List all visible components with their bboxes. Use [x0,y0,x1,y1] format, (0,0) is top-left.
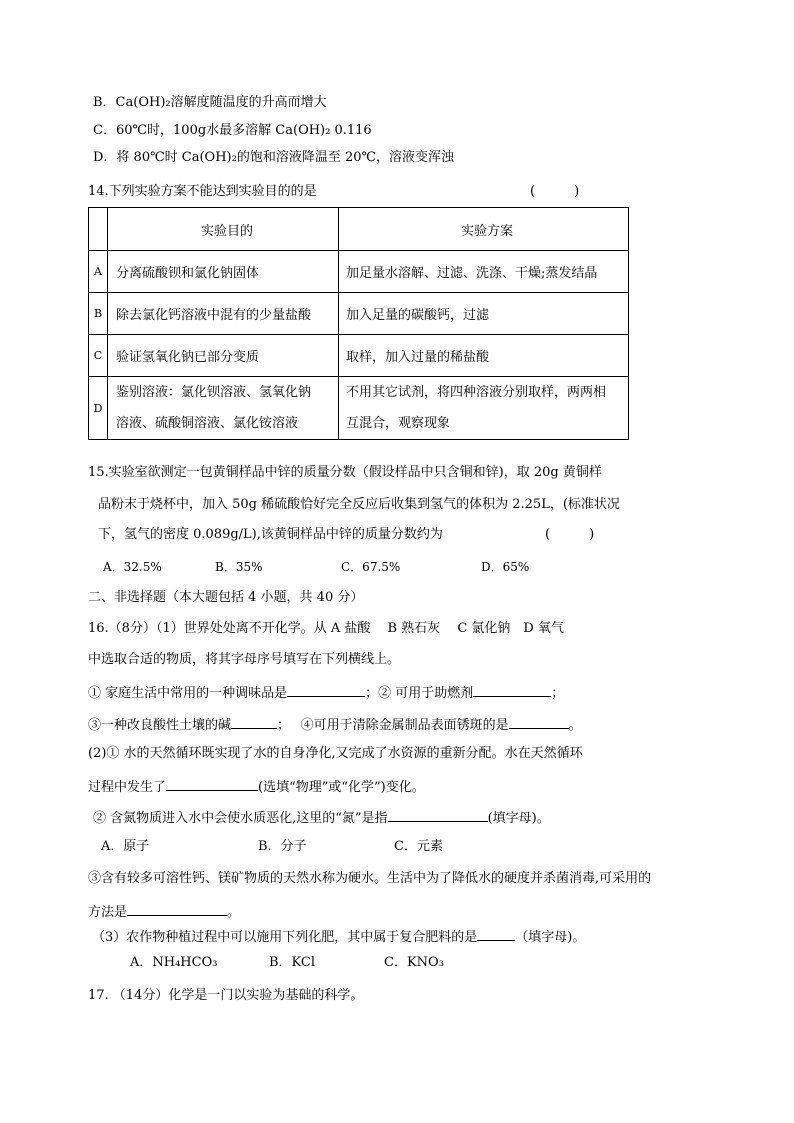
q15-option-c: C．67.5% [341,560,401,574]
answer-blank[interactable] [287,682,365,697]
table-row [89,293,629,335]
q16-p2-option-c: C．元素 [394,839,443,854]
q16-s3-mid: ； ④可用于清除金属制品表面锈斑的是 [277,718,509,733]
q16-p3-option-a: A．NH₄HCO₃ [130,955,218,970]
q16-p2c-text: ② 含氮物质进入水中会使水质恶化,这里的“氮”是指 [93,811,388,826]
q16-p2c-end: (填字母)。 [487,811,550,826]
q13-option-b: B．Ca(OH)₂溶解度随温度的升高而增大 [93,95,327,110]
q14-table [88,207,629,440]
q16-p2-option-b: B．分子 [258,839,307,854]
row-plan [339,377,629,440]
row-goal: 验证氢氧化钠已部分变质 [108,335,339,377]
table-header-row [89,208,629,251]
table-row [89,251,629,293]
q16-line1: 16.（8分）（1）世界处处离不开化学。从 A 盐酸 B 熟石灰 C 氯化钠 D 氧气 [88,621,564,636]
q16-sub1 [88,682,564,703]
table-row [89,377,629,440]
row-goal [108,377,339,440]
q13-option-c: C．60℃时，100g水最多溶解 Ca(OH)₂ 0.116 [93,123,372,138]
q16-p3-text: （3）农作物种植过程中可以施用下列化肥，其中属于复合肥料的是 [92,930,478,945]
q16-p2-option-a: A．原子 [101,839,150,854]
table-row [89,335,629,377]
row-plan-line2: 互混合，观察现象 [346,416,451,431]
q16-p2c [93,807,550,828]
q16-p2d: ③含有较多可溶性钙、镁矿物质的天然水称为硬水。生活中为了降低水的硬度并杀菌消毒,可采用的 [88,871,652,886]
q16-s3-text: ③一种改良酸性土壤的碱 [88,718,232,733]
q15-line2: 品粉末于烧杯中，加入 50g 稀硫酸恰好完全反应后收集到氢气的体积为 2.25L，(标准状况 [98,497,620,512]
table-header-plan: 实验方案 [339,208,629,251]
q16-p2b-text: 过程中发生了 [88,780,167,795]
answer-blank[interactable] [509,714,569,729]
q16-sub2 [88,714,582,735]
row-plan-line1: 不用其它试剂，将四种溶液分别取样，两两相 [346,385,607,400]
row-plan: 取样，加入过量的稀盐酸 [339,335,629,377]
q16-p3 [92,926,585,947]
table-header-key [89,208,108,251]
row-goal: 分离硫酸钡和氯化钠固体 [108,251,339,293]
q16-p2e [88,901,240,922]
answer-blank[interactable] [127,901,227,916]
q16-p3-option-b: B．KCl [269,955,316,970]
q16-p2e-end: 。 [227,905,241,920]
q16-s2-text: ；② 可用于助燃剂 [365,686,474,701]
q14-stem: 14.下列实验方案不能达到实验目的的是 [88,184,317,199]
answer-blank[interactable] [166,776,258,791]
q15-answer-paren: ( ) [545,527,595,542]
row-plan: 加足量水溶解、过滤、洗涤、干燥;蒸发结晶 [339,251,629,293]
answer-blank[interactable] [473,682,551,697]
q16-line2: 中选取合适的物质，将其字母序号填写在下列横线上。 [88,652,401,667]
q16-s3-end: 。 [568,718,582,733]
row-plan: 加入足量的碳酸钙，过滤 [339,293,629,335]
q15-line1: 15.实验室欲测定一包黄铜样品中锌的质量分数（假设样品中只含铜和锌)，取 20g 黄铜样 [88,465,602,480]
row-key: C [89,335,108,377]
q16-p3-option-c: C．KNO₃ [384,955,444,970]
q15-line3: 下，氢气的密度 0.089g/L),该黄铜样品中锌的质量分数约为 [98,527,443,542]
q16-p2b [88,776,425,797]
q16-p2e-text: 方法是 [88,905,128,920]
row-key: D [89,377,108,440]
answer-blank[interactable] [477,926,515,941]
q15-option-b: B．35% [215,560,263,574]
q15-option-a: A．32.5% [103,560,162,574]
answer-blank[interactable] [231,714,277,729]
q16-s1-text: ① 家庭生活中常用的一种调味品是 [88,686,288,701]
q13-option-d: D．将 80℃时 Ca(OH)₂的饱和溶液降温至 20℃，溶液变浑浊 [93,150,455,165]
answer-blank[interactable] [388,807,488,822]
row-key: B [89,293,108,335]
row-goal: 除去氯化钙溶液中混有的少量盐酸 [108,293,339,335]
q16-p2b-end: (选填“物理”或“化学”)变化。 [258,780,425,795]
row-goal-line2: 溶液、硫酸铜溶液、氯化铵溶液 [116,416,299,431]
row-goal-line1: 鉴别溶液：氯化钡溶液、氢氧化钠 [116,385,312,400]
q17-line1: 17. （14分）化学是一门以实验为基础的科学。 [88,988,364,1003]
section2-title: 二、非选择题（本大题包括 4 小题，共 40 分） [88,590,364,605]
q14-answer-paren: ( ) [530,184,580,199]
q16-p3-end: （填字母)。 [515,930,586,945]
q15-option-d: D．65% [481,560,530,574]
q16-s2-end: ； [551,686,565,701]
row-key: A [89,251,108,293]
table-header-goal: 实验目的 [108,208,339,251]
q16-p2a: (2)① 水的天然循环既实现了水的自身净化,又完成了水资源的重新分配。水在天然循环 [88,746,583,761]
